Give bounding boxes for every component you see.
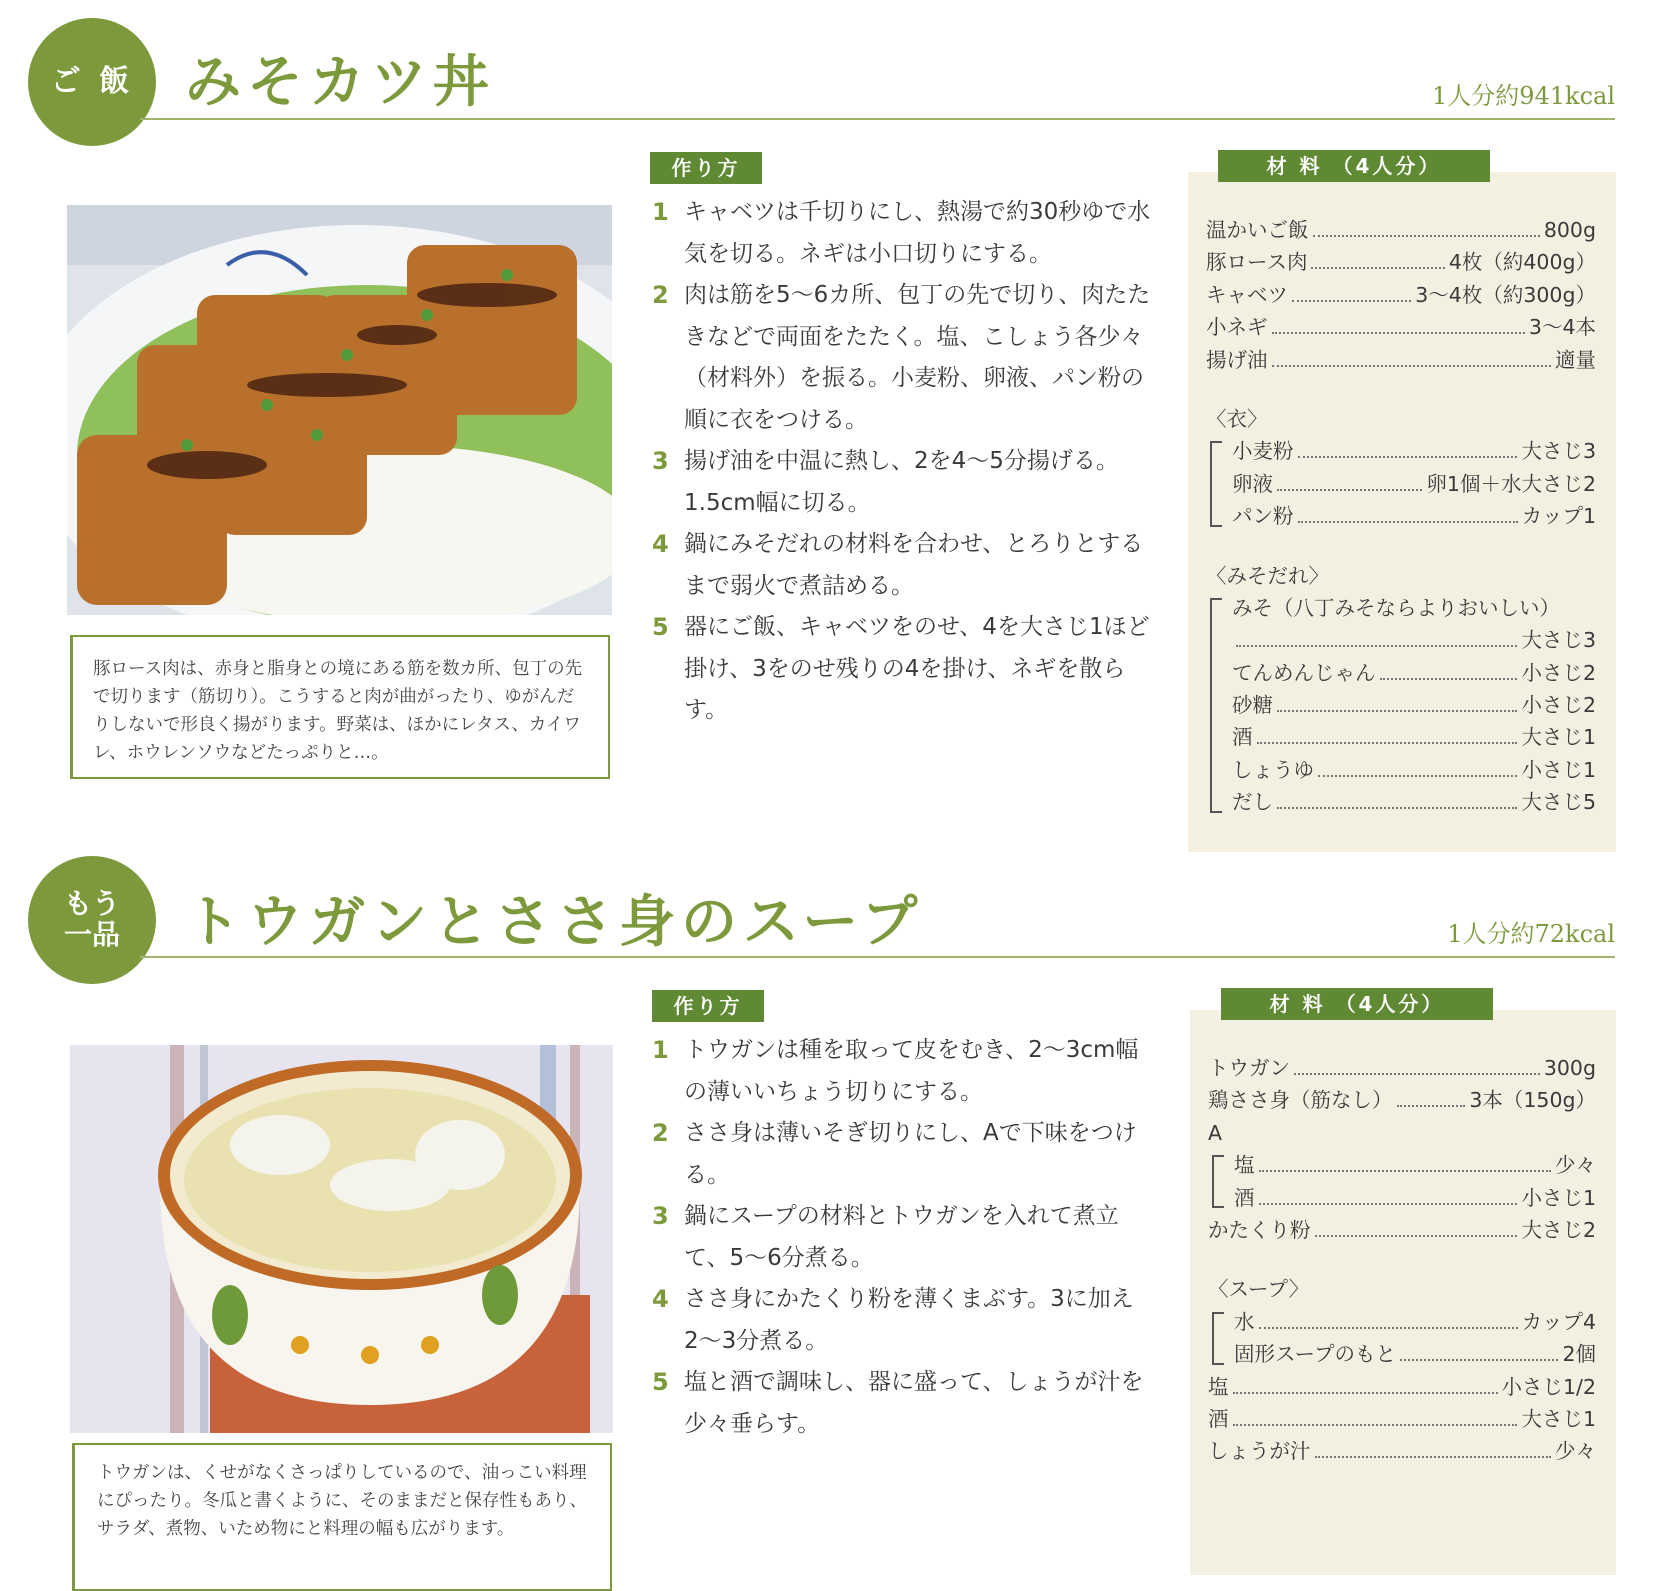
ingredient-name: 小ネギ xyxy=(1206,315,1268,340)
ingredient-name: みそ（八丁みそならよりおいしい） xyxy=(1232,595,1560,620)
ingredient-name: かたくり粉 xyxy=(1208,1217,1311,1242)
step-item xyxy=(652,275,1152,441)
ingredient-name: キャベツ xyxy=(1206,282,1288,307)
recipe-title: トウガンとささ身のスープ xyxy=(185,889,924,955)
step-item xyxy=(652,524,1152,607)
ingredient-name: 塩 xyxy=(1208,1374,1229,1399)
ingredient-amount: 大さじ1 xyxy=(1521,1406,1596,1431)
ingredient-amount: 大さじ3 xyxy=(1521,628,1596,653)
leader-dots xyxy=(1294,1073,1540,1075)
ingredient-row xyxy=(1206,624,1596,656)
step-item xyxy=(652,607,1152,732)
ingredient-name: しょうゆ xyxy=(1232,757,1314,782)
ingredient-row xyxy=(1208,1182,1596,1214)
leader-dots xyxy=(1259,1170,1552,1172)
ingredient-amount: カップ4 xyxy=(1521,1309,1596,1334)
leader-dots xyxy=(1259,1327,1518,1329)
ingredient-row xyxy=(1208,1338,1596,1370)
leader-dots xyxy=(1277,710,1517,712)
ingredient-group-bracket xyxy=(1208,1149,1596,1214)
leader-dots xyxy=(1311,267,1444,269)
leader-dots xyxy=(1315,1235,1518,1237)
leader-dots xyxy=(1259,1203,1518,1205)
ingredient-name: 酒 xyxy=(1208,1406,1229,1431)
ingredient-group-bracket xyxy=(1206,592,1596,819)
leader-dots xyxy=(1315,1456,1552,1458)
ingredients-panel xyxy=(1188,172,1616,852)
ingredient-group-title: 〈みそだれ〉 xyxy=(1206,563,1329,588)
step-number: 4 xyxy=(652,1285,669,1313)
leader-dots xyxy=(1400,1359,1559,1361)
ingredient-row xyxy=(1208,1149,1596,1181)
step-number: 5 xyxy=(652,1368,669,1396)
leader-dots xyxy=(1298,456,1518,458)
step-text: 器にご飯、キャベツをのせ、4を大さじ1ほど掛け、3をのせ残りの4を掛け、ネギを散らす。 xyxy=(684,614,1150,723)
leader-dots xyxy=(1292,300,1411,302)
category-badge: ご 飯 xyxy=(28,18,156,146)
ingredient-name: 水 xyxy=(1234,1309,1255,1334)
step-item xyxy=(652,1279,1152,1362)
ingredient-row xyxy=(1208,1052,1596,1084)
leader-dots xyxy=(1233,1392,1498,1394)
ingredient-name: 砂糖 xyxy=(1232,693,1273,718)
ingredient-row xyxy=(1208,1435,1596,1467)
step-item xyxy=(652,441,1152,524)
ingredient-row xyxy=(1206,214,1596,246)
ingredient-amount: カップ1 xyxy=(1521,504,1596,529)
ingredient-name: 酒 xyxy=(1232,725,1253,750)
tip-note: 豚ロース肉は、赤身と脂身との境にある筋を数カ所、包丁の先で切ります（筋切り）。こうすると肉が曲がったり、ゆがんだりしないで形良く揚がります。野菜は、ほかにレタス、カイワレ、ホウレンソウなどたっぷりと…。 xyxy=(70,635,610,779)
step-number: 4 xyxy=(652,530,669,558)
step-item xyxy=(652,1362,1152,1445)
leader-dots xyxy=(1233,1424,1518,1426)
ingredient-name: 小麦粉 xyxy=(1232,439,1294,464)
ingredient-row xyxy=(1208,1306,1596,1338)
step-item xyxy=(652,1030,1152,1113)
step-number: 1 xyxy=(652,198,669,226)
ingredient-name: 温かいご飯 xyxy=(1206,218,1309,242)
leader-dots xyxy=(1272,365,1552,367)
step-number: 2 xyxy=(652,281,669,309)
ingredient-amount: 3本（150g） xyxy=(1469,1088,1596,1113)
ingredient-name: 鶏ささ身（筋なし） xyxy=(1208,1088,1393,1113)
ingredient-group-title: A xyxy=(1208,1120,1223,1145)
ingredient-group-bracket xyxy=(1206,435,1596,532)
steps-list xyxy=(652,1030,1152,1445)
ingredient-row xyxy=(1206,311,1596,343)
step-number: 1 xyxy=(652,1036,669,1064)
ingredient-amount: 大さじ3 xyxy=(1521,439,1596,464)
ingredients-panel xyxy=(1190,1010,1616,1575)
ingredients-label: 材 料 （4人分） xyxy=(1218,150,1490,182)
step-text: 揚げ油を中温に熱し、2を4〜5分揚げる。1.5cm幅に切る。 xyxy=(684,448,1119,516)
ingredient-row xyxy=(1208,1371,1596,1403)
leader-dots xyxy=(1257,742,1518,744)
ingredient-row xyxy=(1206,435,1596,467)
ingredient-amount: 卵1個＋水大さじ2 xyxy=(1426,471,1596,496)
leader-dots xyxy=(1272,332,1525,334)
step-number: 3 xyxy=(652,447,669,475)
step-item xyxy=(652,1113,1152,1196)
step-number: 3 xyxy=(652,1202,669,1230)
step-text: 鍋にみそだれの材料を合わせ、とろりとするまで弱火で煮詰める。 xyxy=(684,531,1144,599)
steps-list xyxy=(652,192,1152,732)
step-text: ささ身は薄いそぎ切りにし、Aで下味をつける。 xyxy=(684,1120,1137,1188)
leader-dots xyxy=(1298,521,1518,523)
ingredient-row xyxy=(1206,689,1596,721)
ingredient-amount: 2個 xyxy=(1562,1342,1596,1367)
ingredient-amount: 小さじ1/2 xyxy=(1501,1374,1596,1399)
calorie-info: 1人分約941kcal xyxy=(1431,82,1615,110)
ingredient-row xyxy=(1206,500,1596,532)
ingredient-amount: 3〜4本 xyxy=(1528,315,1596,340)
ingredient-amount: 4枚（約400g） xyxy=(1448,250,1596,275)
ingredient-row xyxy=(1206,721,1596,753)
ingredient-name: しょうが汁 xyxy=(1208,1439,1311,1464)
steps-label: 作り方 xyxy=(650,152,762,184)
ingredient-row xyxy=(1208,1084,1596,1116)
step-text: 鍋にスープの材料とトウガンを入れて煮立て、5〜6分煮る。 xyxy=(684,1203,1119,1271)
ingredient-row xyxy=(1206,657,1596,689)
leader-dots xyxy=(1313,235,1540,237)
ingredient-name: パン粉 xyxy=(1232,504,1294,529)
ingredient-row xyxy=(1206,279,1596,311)
ingredient-name: 豚ロース肉 xyxy=(1206,250,1308,275)
ingredient-row xyxy=(1206,344,1596,376)
ingredient-name: 卵液 xyxy=(1232,471,1273,496)
step-number: 2 xyxy=(652,1119,669,1147)
calorie-info: 1人分約72kcal xyxy=(1447,920,1615,948)
leader-dots xyxy=(1380,678,1518,680)
photo-miso-katsudon xyxy=(67,205,612,615)
leader-dots xyxy=(1397,1105,1466,1107)
ingredient-row xyxy=(1206,468,1596,500)
ingredient-row xyxy=(1206,786,1596,818)
ingredient-amount: 300g xyxy=(1543,1056,1596,1080)
title-divider xyxy=(140,956,1615,958)
ingredient-name: てんめんじゃん xyxy=(1232,660,1376,685)
step-item xyxy=(652,192,1152,275)
ingredient-group-bracket xyxy=(1208,1306,1596,1371)
step-item xyxy=(652,1196,1152,1279)
step-text: キャベツは千切りにし、熱湯で約30秒ゆで水気を切る。ネギは小口切りにする。 xyxy=(684,199,1151,267)
ingredients-label: 材 料 （4人分） xyxy=(1221,988,1493,1020)
step-text: 塩と酒で調味し、器に盛って、しょうが汁を少々垂らす。 xyxy=(684,1369,1144,1437)
ingredient-amount: 800g xyxy=(1543,218,1596,242)
ingredient-name: トウガン xyxy=(1208,1056,1290,1080)
step-text: トウガンは種を取って皮をむき、2〜3cm幅の薄いいちょう切りにする。 xyxy=(684,1037,1139,1105)
ingredient-name: 酒 xyxy=(1234,1185,1255,1210)
ingredient-row xyxy=(1208,1214,1596,1246)
ingredient-amount: 少々 xyxy=(1555,1153,1596,1178)
leader-dots xyxy=(1277,807,1517,809)
ingredient-name: だし xyxy=(1232,790,1273,815)
recipe-tougan-soup xyxy=(0,850,1653,1587)
ingredient-group-title: 〈スープ〉 xyxy=(1208,1277,1310,1302)
recipe-title: みそカツ丼 xyxy=(185,49,495,115)
ingredient-group-title: 〈衣〉 xyxy=(1206,406,1268,431)
ingredient-amount: 小さじ2 xyxy=(1521,693,1596,718)
ingredient-name: 塩 xyxy=(1234,1153,1255,1178)
step-text: ささ身にかたくり粉を薄くまぶす。3に加え2〜3分煮る。 xyxy=(684,1286,1134,1354)
step-text: 肉は筋を5〜6カ所、包丁の先で切り、肉たたきなどで両面をたたく。塩、こしょう各少々（材料外）を振る。小麦粉、卵液、パン粉の順に衣をつける。 xyxy=(684,282,1151,433)
ingredient-name: 固形スープのもと xyxy=(1234,1342,1396,1367)
leader-dots xyxy=(1318,775,1517,777)
ingredient-row xyxy=(1206,246,1596,278)
ingredient-row xyxy=(1206,754,1596,786)
ingredient-amount: 大さじ5 xyxy=(1521,790,1596,815)
title-divider xyxy=(140,118,1615,120)
ingredient-amount: 小さじ2 xyxy=(1521,660,1596,685)
leader-dots xyxy=(1236,645,1517,647)
ingredient-amount: 小さじ1 xyxy=(1521,757,1596,782)
ingredient-amount: 大さじ2 xyxy=(1521,1217,1596,1242)
ingredient-amount: 大さじ1 xyxy=(1521,725,1596,750)
photo-tougan-soup xyxy=(70,1045,613,1433)
leader-dots xyxy=(1277,489,1422,491)
ingredient-amount: 3〜4枚（約300g） xyxy=(1415,282,1596,307)
ingredient-amount: 少々 xyxy=(1555,1439,1596,1464)
ingredient-amount: 小さじ1 xyxy=(1521,1185,1596,1210)
tip-note: トウガンは、くせがなくさっぱりしているので、油っこい料理にぴったり。冬瓜と書くように、そのままだと保存性もあり、サラダ、煮物、いため物にと料理の幅も広がります。 xyxy=(72,1443,612,1591)
ingredient-amount: 適量 xyxy=(1555,347,1596,372)
step-number: 5 xyxy=(652,613,669,641)
steps-label: 作り方 xyxy=(652,990,764,1022)
ingredient-row xyxy=(1208,1403,1596,1435)
category-badge: もう 一品 xyxy=(28,856,156,984)
ingredient-name: 揚げ油 xyxy=(1206,347,1268,372)
